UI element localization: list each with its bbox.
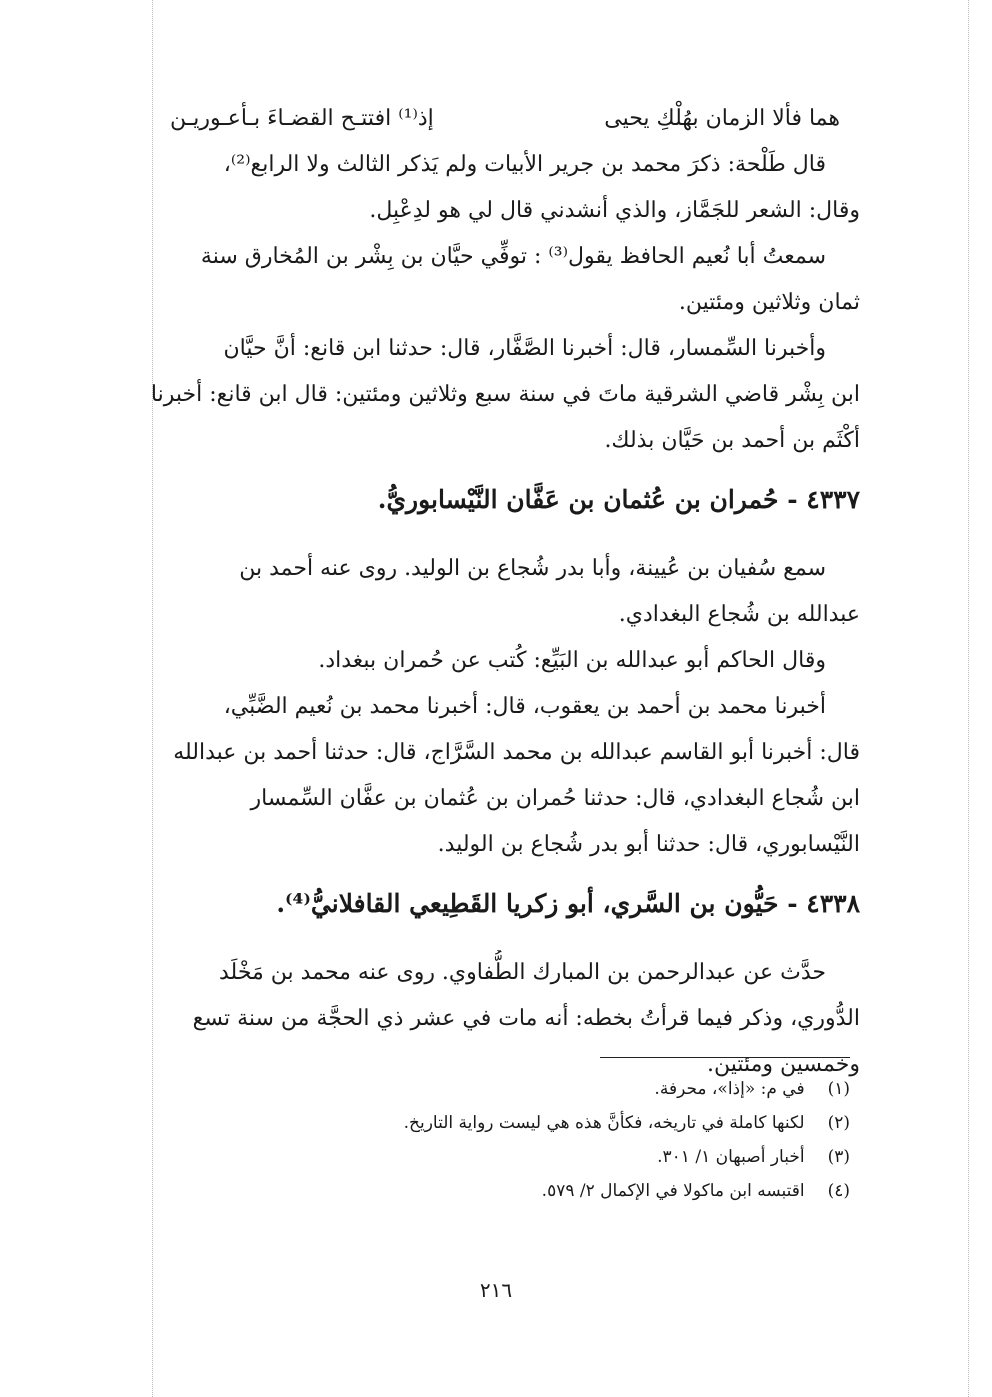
footnote-separator <box>600 1057 850 1058</box>
text-line: ابن شُجاع البغدادي، قال: حدثنا حُمران بن عُثمان بن عفَّان السِّمسار <box>250 786 860 811</box>
page-body <box>140 96 860 1088</box>
footnote-number: (٤) <box>827 1181 850 1201</box>
footnote-number: (١) <box>827 1079 850 1099</box>
text-line: عبدالله بن شُجاع البغدادي. <box>618 602 860 627</box>
text-line: ابن بِشْر قاضي الشرقية ماتَ في سنة سبع وثلاثين ومئتين: قال ابن قانع: أخبرنا <box>150 382 860 407</box>
page-number: ٢١٦ <box>479 1278 513 1302</box>
footnote-item <box>300 1072 850 1106</box>
footnote-text: أخبار أصبهان ١/ ٣٠١. <box>657 1147 805 1167</box>
text-line: أكْثَم بن أحمد بن حَيَّان بذلك. <box>604 428 860 453</box>
entry-heading-4337: ٤٣٣٧ - حُمران بن عُثمان بن عَفَّان النَّيْسابوريُّ. <box>377 485 860 514</box>
footnotes <box>300 1072 850 1208</box>
text-line: أخبرنا محمد بن أحمد بن يعقوب، قال: أخبرنا محمد بن نُعيم الضَّبِّي، <box>223 694 826 719</box>
scan-edge-right <box>968 0 969 1397</box>
verse-hemistich-right: هما فألا الزمان بهُلْكِ يحيى <box>604 106 840 131</box>
text-line: سمعتُ أبا نُعيم الحافظ يقول⁽³⁾ : توفِّي حيَّان بن بِشْر بن المُخارق سنة <box>200 244 826 269</box>
footnote-text: اقتبسه ابن ماكولا في الإكمال ٢/ ٥٧٩. <box>541 1181 805 1201</box>
verse-line <box>140 96 860 142</box>
text-line: حدَّث عن عبدالرحمن بن المبارك الطُّفاوي. روى عنه محمد بن مَخْلَد <box>219 960 826 985</box>
footnote-number: (٢) <box>827 1113 850 1133</box>
text-line: ثمان وثلاثين ومئتين. <box>678 290 860 315</box>
footnote-item <box>300 1174 850 1208</box>
footnote-text: لكنها كاملة في تاريخه، فكأنَّ هذه هي ليست رواية التاريخ. <box>403 1113 805 1133</box>
entry-heading-4338: ٤٣٣٨ - حَيُّون بن السَّري، أبو زكريا القَطِيعي القافلانيُّ⁽⁴⁾. <box>276 889 860 918</box>
footnote-number: (٣) <box>827 1147 850 1167</box>
text-line: قال: أخبرنا أبو القاسم عبدالله بن محمد السَّرَّاج، قال: حدثنا أحمد بن عبدالله <box>173 740 860 765</box>
footnote-item <box>300 1106 850 1140</box>
text-line: النَّيْسابوري، قال: حدثنا أبو بدر شُجاع بن الوليد. <box>437 832 860 857</box>
verse-hemistich-left: إذ⁽¹⁾ افتتـح القضـاءَ بـأعـوريـن <box>170 106 434 131</box>
text-line: وقال: الشعر للجَمَّاز، والذي أنشدني قال لي هو لدِعْبِل. <box>369 198 860 223</box>
text-line: قال طَلْحة: ذكرَ محمد بن جرير الأبيات ولم يَذكر الثالث ولا الرابع⁽²⁾، <box>223 152 826 177</box>
text-line: سمع سُفيان بن عُيينة، وأبا بدر شُجاع بن الوليد. روى عنه أحمد بن <box>239 556 826 581</box>
footnote-text: في م: «إذا»، محرفة. <box>654 1079 805 1099</box>
text-line: وقال الحاكم أبو عبدالله بن البَيِّع: كُتب عن حُمران ببغداد. <box>318 648 826 673</box>
text-line: وأخبرنا السِّمسار، قال: أخبرنا الصَّفَّار، قال: حدثنا ابن قانع: أنَّ حيَّان <box>223 336 826 361</box>
text-line: وخمسين ومئتين. <box>706 1052 860 1077</box>
text-line: الدُّوري، وذكر فيما قرأتُ بخطه: أنه مات في عشر ذي الحجَّة من سنة تسع <box>192 1006 860 1031</box>
footnote-item <box>300 1140 850 1174</box>
